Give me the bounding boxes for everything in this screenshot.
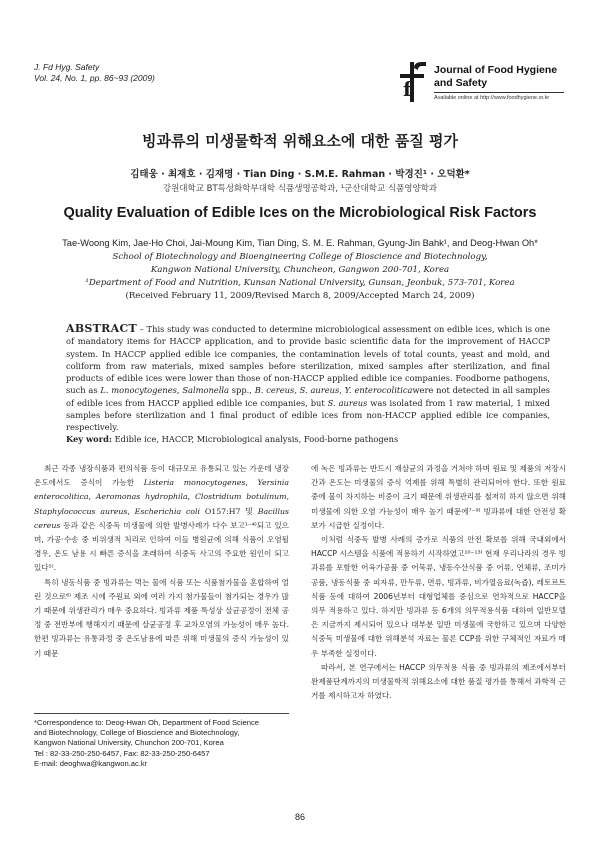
body-paragraph: 특히 냉동식품 중 빙과류는 먹는 물에 식품 또는 식품첨가물을 혼합하여 얼린 것으로⁶⁾ 제조 시에 주원료 외에 여러 가지 첨가물들이 첨가되는 경우가 많기 때문에 위생관리가 매우 중요하다. 빙과류 제품 특성상 살균공정이 전체 공정 중 전반부에 행해지기 때문에 살균공정 후 교차오염의 가능성이 매우 높다. 한편 빙과류는 유통과정 중 온도남용에 따른 위해 미생물의 증식 가능성이 있기 때문 [34, 577, 289, 658]
journal-reference [34, 62, 155, 84]
affiliation-line-2: Kangwon National University, Chuncheon, Gangwon 200-701, Korea [150, 265, 450, 275]
journal-name-line2: and Safety [434, 77, 488, 89]
abstract-text: , [176, 385, 183, 396]
footnote-line: *Correspondence to: Deog-Hwan Oh, Department of Food Science [34, 718, 259, 727]
title-korean: 빙과류의 미생물학적 위해요소에 대한 품질 평가 [142, 132, 458, 150]
footnote-divider [34, 713, 289, 714]
affiliation-line-3: ¹Department of Food and Nutrition, Kunsan National University, Gunsan, Jeonbuk, 573-701, Korea [85, 278, 515, 288]
journal-url: Available online at http://www.foodhygiene.or.kr [434, 95, 550, 101]
journal-name-line1: Journal of Food Hygiene [434, 64, 558, 76]
footnote-line: and Biotechnology, College of Bioscience and Biotechnology, [34, 728, 240, 738]
body-text: 등과 같은 식중독 미생물에 의한 발병사례가 다수 보고¹⁻⁴⁾되고 있으며, 가공·수송 중 비위생적 처리로 인하여 이들 병원균에 의해 식품이 오염될 경우, 온도 남용 시 빠른 증식을 초래하여 식중독 사고의 주요한 원인이 되고 있다⁵⁾. [34, 520, 289, 573]
keywords-text: Edible ice, HACCP, Microbiological analysis, Food-borne pathogens [111, 434, 399, 444]
volume-pages: Vol. 24, No. 1, pp. 86~93 (2009) [34, 73, 155, 83]
body-text: O157:H7 및 [200, 506, 258, 516]
affiliation-korean: 강원대학교 BT특성화학부대학 식품생명공학과, ¹군산대학교 식품영양학과 [162, 184, 438, 194]
journal-rule [434, 92, 564, 93]
species-name: Listeria monocytogenes [143, 478, 246, 488]
received-dates: (Received February 11, 2009/Revised March 8, 2009/Accepted March 24, 2009) [125, 291, 475, 301]
footnote-line: Kangwon National University, Chunchon 200-701, Korea [34, 738, 224, 748]
footnote-email: E-mail: deoghwa@kangwon.ac.kr [34, 758, 148, 768]
body-text: , [127, 506, 135, 516]
body-column-right [311, 462, 566, 703]
correspondence-footnote [34, 718, 292, 769]
journal-name [434, 64, 557, 90]
keywords-label: Key word: [66, 434, 112, 444]
abstract-text: – This study was conducted to determine microbiological assessment on edible ices, which is one of mandatory items for HACCP application, and to provide basic scientific data for the improvement of HACCP system. In HACCP applied edible ice companies, the contamination levels of total counts, yeast and mold, and coliform from raw materials, mixed samples before sterilization, mixed samples after sterilization, and final products of edible ices were lower than those of non-HACCP applied edible ice companies. Foodborne pathogens, such as [66, 324, 550, 396]
footnote-line: Tel : 82-33-250-250-6457, Fax: 82-33-250-250-6457 [34, 748, 210, 758]
journal-logo-icon [398, 62, 432, 102]
species-name: B. cereus, S. aureus, Y. enterocolitica [254, 385, 413, 396]
abstract-text: spp., [228, 385, 255, 396]
species-name: Escherichia coli [134, 506, 200, 516]
body-paragraph: 에 녹은 빙과류는 반드시 재살균의 과정을 거쳐야 하며 원료 및 제품의 저장시간과 온도는 미생물의 증식 억제를 위해 특별히 관리되어야 한다. 또한 원료 중에 물이 차지하는 비중이 크기 때문에 위생관리를 철저히 하지 않으면 위해 미생물에 의한 오염 가능성이 매우 높기 때문에⁷⁻⁹⁾ 빙과류에 대한 안전성 확보가 시급한 실정이다. [311, 464, 566, 530]
body-paragraph [34, 462, 289, 576]
body-text: 최근 각종 냉장식품과 편의식품 등이 대규모로 유통되고 있는 가운데 냉장온도에서도 증식이 가능한 [34, 464, 289, 488]
species-name: Salmonella [182, 385, 229, 396]
species-name: Clostridium botulinum [194, 492, 287, 502]
species-name: Yersinia enterocolitica [34, 478, 289, 502]
species-name: Staphylococcus aureus [34, 506, 128, 516]
body-paragraph: 따라서, 본 연구에서는 HACCP 의무적용 식품 중 빙과류의 제조에서부터 완제품단계까지의 미생물학적 위해요소에 대한 품질 평가를 통해서 과학적 근거를 제시하고자 하였다. [311, 662, 566, 701]
abstract [66, 323, 550, 434]
body-text: , [187, 492, 195, 502]
page-number: 86 [294, 812, 305, 822]
abstract-text: were not detected in all samples of edible ices from HACCP applied edible ice companies, but [66, 385, 551, 408]
body-column-left [34, 462, 289, 661]
abstract-label: ABSTRACT [66, 322, 137, 335]
species-name: L. monocytogenes [100, 385, 177, 396]
keywords [66, 434, 550, 444]
body-text: , [245, 478, 258, 488]
journal-abbrev: J. Fd Hyg. Safety [34, 62, 100, 72]
species-name: Bacillus cereus [34, 506, 289, 530]
body-paragraph: 이처럼 식중독 발병 사례의 증가로 식품의 안전 확보를 위해 국내외에서 HACCP 시스템을 식품에 적용하기 시작하였고¹⁰⁻¹³⁾ 현재 우리나라의 경우 빙과류를 포함한 어육가공품 중 어묵류, 냉동수산식품 중 어류, 연체류, 조미가공품, 냉동식품 중 피자류, 만두류, 면류, 빙과류, 비가열음료(녹즙), 레토르트 식품 등에 대하여 2006년부터 대형업체를 중심으로 연차적으로 HACCP을 의무 적용하고 있다. 하지만 빙과류 등 6개의 의무적용식품 대하여 일반모델은 지금까지 제시되어 있으나 대부분 일반 미생물에 국한하고 있으며 다양한 식중독 미생물에 대한 위해분석 자료는 물론 CCP를 위한 구체적인 자료가 매우 부족한 실정이다. [311, 535, 566, 658]
body-text: , [88, 492, 96, 502]
logo-letter: f [403, 77, 412, 101]
title-english: Quality Evaluation of Edible Ices on the Microbiological Risk Factors [63, 205, 537, 221]
species-name: Aeromonas hydrophila [95, 492, 188, 502]
abstract-text: was isolated from 1 raw material, 1 mixed samples before sterilization and 1 final product of edible ices from non-HACCP applied edible ice companies, respectively. [66, 397, 550, 433]
journal-logo [398, 62, 568, 106]
affiliation-english [30, 251, 570, 303]
authors-english: Tae-Woong Kim, Jae-Ho Choi, Jai-Moung Kim, Tian Ding, S. M. E. Rahman, Gyung-Jin Bahk¹, and Deog-Hwan Oh* [62, 238, 538, 248]
authors-korean: 김태웅 · 최재호 · 김재명 · Tian Ding · S.M.E. Rahman · 박경진¹ · 오덕환* [130, 169, 470, 180]
species-name: S. aureus [327, 397, 368, 408]
affiliation-line-1: School of Biotechnology and Bioengineering College of Bioscience and Biotechnology, [112, 252, 488, 262]
body-text: , [286, 492, 289, 502]
